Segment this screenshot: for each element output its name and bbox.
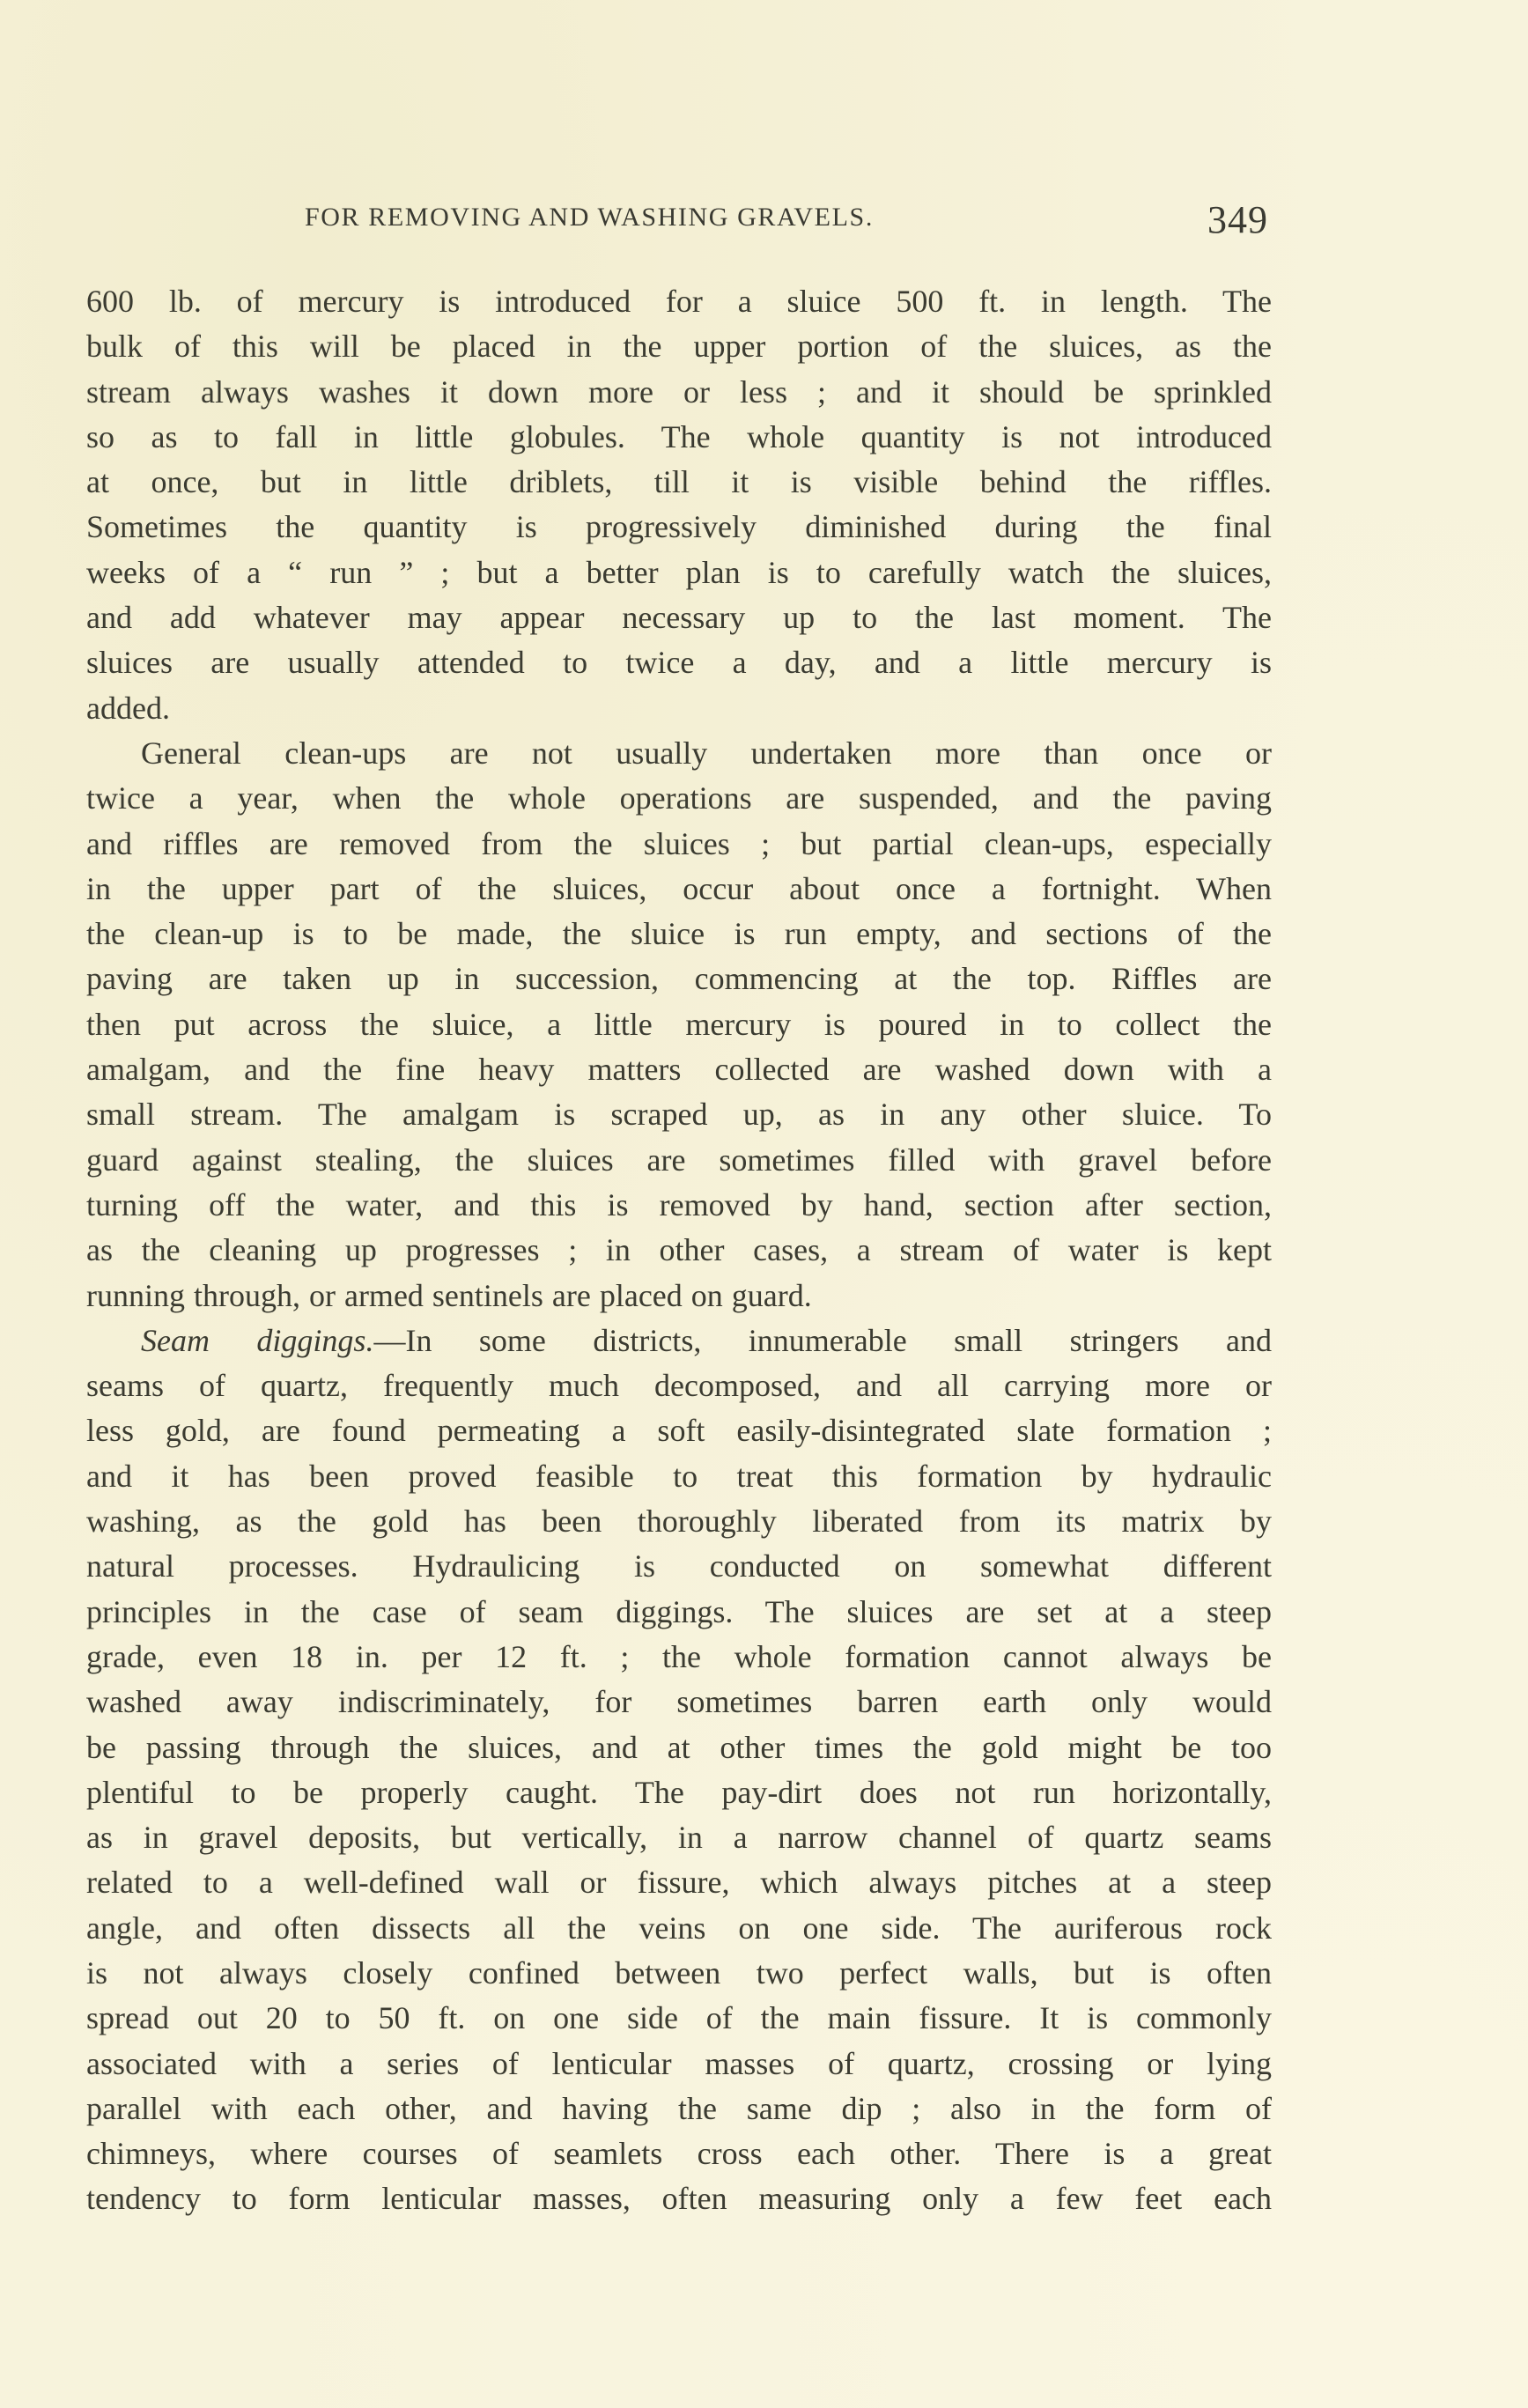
text-line: guard against stealing, the sluices are sometimes filled with gravel before bbox=[86, 1141, 1272, 1178]
text-line: in the upper part of the sluices, occur about once a fortnight. When bbox=[86, 870, 1272, 906]
text-line: Sometimes the quantity is progressively diminished during the final bbox=[86, 509, 1272, 545]
text-line: running through, or armed sentinels are placed on guard. bbox=[86, 1277, 812, 1313]
text-line: seams of quartz, frequently much decomposed, and all carrying more or bbox=[86, 1368, 1272, 1404]
text-line: chimneys, where courses of seamlets cross each other. There is a great bbox=[86, 2136, 1272, 2172]
text-line: the clean-up is to be made, the sluice is run empty, and sections of the bbox=[86, 916, 1272, 952]
paragraph-mercury bbox=[86, 279, 1272, 731]
text-line: and riffles are removed from the sluices ; but partial clean-ups, especially bbox=[86, 825, 1272, 861]
text-line: then put across the sluice, a little mercury is poured in to collect the bbox=[86, 1006, 1272, 1042]
text-line: less gold, are found permeating a soft easily-disintegrated slate formation ; bbox=[86, 1413, 1272, 1449]
text-line bbox=[86, 1318, 1272, 1363]
text-line: spread out 20 to 50 ft. on one side of the main fissure. It is commonly bbox=[86, 2000, 1272, 2036]
body-text bbox=[86, 279, 1272, 2222]
text-line: at once, but in little driblets, till it is visible behind the riffles. bbox=[86, 464, 1272, 500]
text-line: washing, as the gold has been thoroughly liberated from its matrix by bbox=[86, 1503, 1272, 1540]
text-line: grade, even 18 in. per 12 ft. ; the whole formation cannot always be bbox=[86, 1638, 1272, 1674]
text-line: is not always closely confined between two perfect walls, but is often bbox=[86, 1954, 1272, 1991]
text-line: be passing through the sluices, and at other times the gold might be too bbox=[86, 1729, 1272, 1765]
text-line: weeks of a “ run ” ; but a better plan is to carefully watch the sluices, bbox=[86, 554, 1272, 590]
text-line: angle, and often dissects all the veins on one side. The auriferous rock bbox=[86, 1909, 1272, 1946]
text-line: added. bbox=[86, 690, 170, 726]
text-line: amalgam, and the fine heavy matters collected are washed down with a bbox=[86, 1052, 1272, 1088]
paragraph-clean-ups bbox=[86, 731, 1272, 1318]
text-line: 600 lb. of mercury is introduced for a sluice 500 ft. in length. The bbox=[86, 284, 1272, 319]
text-line: principles in the case of seam diggings. The sluices are set at a steep bbox=[86, 1593, 1272, 1629]
text-line: washed away indiscriminately, for sometimes barren earth only would bbox=[86, 1684, 1272, 1720]
text-line: parallel with each other, and having the same dip ; also in the form of bbox=[86, 2090, 1272, 2126]
text-line: General clean-ups are not usually undertaken more than once or bbox=[141, 735, 1272, 771]
text-run: —In some districts, innumerable small stringers and bbox=[373, 1322, 1272, 1358]
text-line: small stream. The amalgam is scraped up, as in any other sluice. To bbox=[86, 1097, 1272, 1133]
text-line: as the cleaning up progresses ; in other cases, a stream of water is kept bbox=[86, 1232, 1272, 1268]
text-line: tendency to form lenticular masses, often measuring only a few feet each bbox=[86, 2181, 1272, 2217]
paragraph-seam-diggings bbox=[86, 1318, 1272, 2222]
page-number: 349 bbox=[1207, 198, 1268, 241]
text-line: twice a year, when the whole operations are suspended, and the paving bbox=[86, 780, 1272, 816]
text-line: sluices are usually attended to twice a day, and a little mercury is bbox=[86, 645, 1272, 681]
text-line: turning off the water, and this is removed by hand, section after section, bbox=[86, 1186, 1272, 1222]
running-head bbox=[86, 196, 1272, 248]
text-line: stream always washes it down more or less ; and it should be sprinkled bbox=[86, 373, 1272, 410]
text-line: associated with a series of lenticular masses of quartz, crossing or lying bbox=[86, 2045, 1272, 2081]
text-line: and add whatever may appear necessary up to the last moment. The bbox=[86, 600, 1272, 636]
running-title: FOR REMOVING AND WASHING GRAVELS. bbox=[305, 203, 874, 232]
text-line: natural processes. Hydraulicing is conducted on somewhat different bbox=[86, 1548, 1272, 1584]
text-line: related to a well-defined wall or fissure, which always pitches at a steep bbox=[86, 1865, 1272, 1901]
text-line: paving are taken up in succession, commencing at the top. Riffles are bbox=[86, 961, 1272, 997]
text-line: plentiful to be properly caught. The pay-dirt does not run horizontally, bbox=[86, 1774, 1272, 1810]
text-line: as in gravel deposits, but vertically, in a narrow channel of quartz seams bbox=[86, 1820, 1272, 1856]
text-line: bulk of this will be placed in the upper portion of the sluices, as the bbox=[86, 329, 1272, 365]
section-heading-italic: Seam diggings. bbox=[141, 1322, 374, 1358]
text-line: and it has been proved feasible to treat this formation by hydraulic bbox=[86, 1458, 1272, 1494]
text-line: so as to fall in little globules. The whole quantity is not introduced bbox=[86, 418, 1272, 454]
